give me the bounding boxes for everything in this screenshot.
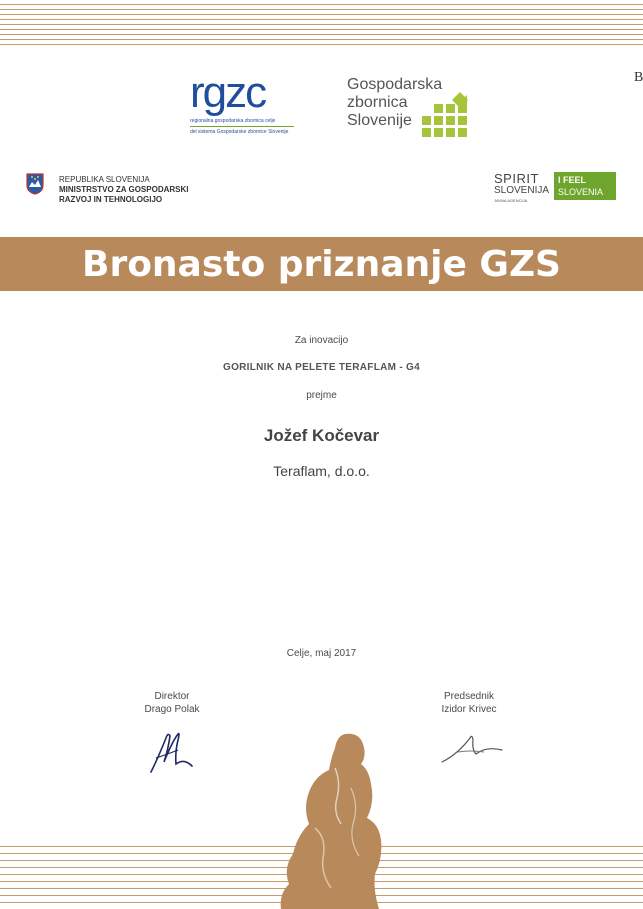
ministry-logo-line3: RAZVOJ IN TEHNOLOGIJO [59,195,163,204]
thinker-statue-icon [275,728,395,909]
right-signature-icon [440,732,504,766]
spirit-logo [494,172,619,206]
innovation-name: GORILNIK NA PELETE TERAFLAM - G4 [222,362,420,373]
title-banner [0,237,643,291]
i-feel-slovenia-badge [554,172,616,200]
left-signatory [122,690,222,716]
right-signatory-name: Izidor Krivec [441,704,497,715]
left-signature-icon [148,728,198,774]
rgzc-logo-line1: regionalna gospodarska zbornica celje [190,118,276,124]
gzs-logo-line2: zbornica [347,94,408,111]
rgzc-divider [190,126,294,127]
ministry-logo-line1: REPUBLIKA SLOVENIJA [59,175,150,184]
company-name: Teraflam, d.o.o. [273,463,370,479]
rgzc-logo-mark: rgzc [190,68,266,117]
spirit-logo-line3: JAVNA AGENCIJA [494,198,528,203]
rgzc-logo [190,70,300,140]
certificate-title: Bronasto priznanje GZS [82,243,561,285]
slovenia-coat-of-arms-icon [26,173,44,195]
right-signatory [419,690,519,716]
ministry-logo [26,173,226,207]
gzs-logo-line3: Slovenije [347,112,412,129]
spirit-logo-line1: SPIRIT [494,171,539,186]
rgzc-logo-line2: del sistema Gospodarske zbornice Slovenije [190,129,289,135]
ministry-logo-line2: MINISTRSTVO ZA GOSPODARSKI [59,185,189,194]
receives-text: prejme [306,390,337,401]
badge-line2: SLOVENIA [558,187,604,197]
right-signatory-role: Predsednik [443,691,495,702]
gzs-logo [347,76,477,146]
place-date: Celje, maj 2017 [286,648,357,659]
gzs-logo-line1: Gospodarska [347,76,443,93]
left-signatory-name: Drago Polak [144,704,200,715]
badge-line1: I FEEL [558,175,587,185]
recipient-name: Jožef Kočevar [263,426,380,445]
intro-text: Za inovacijo [294,335,349,346]
edge-letter: B [634,70,643,85]
top-decorative-stripes [0,0,643,50]
spirit-logo-line2: SLOVENIJA [494,185,550,196]
gzs-grid-icon [422,92,468,138]
left-signatory-role: Direktor [154,691,190,702]
